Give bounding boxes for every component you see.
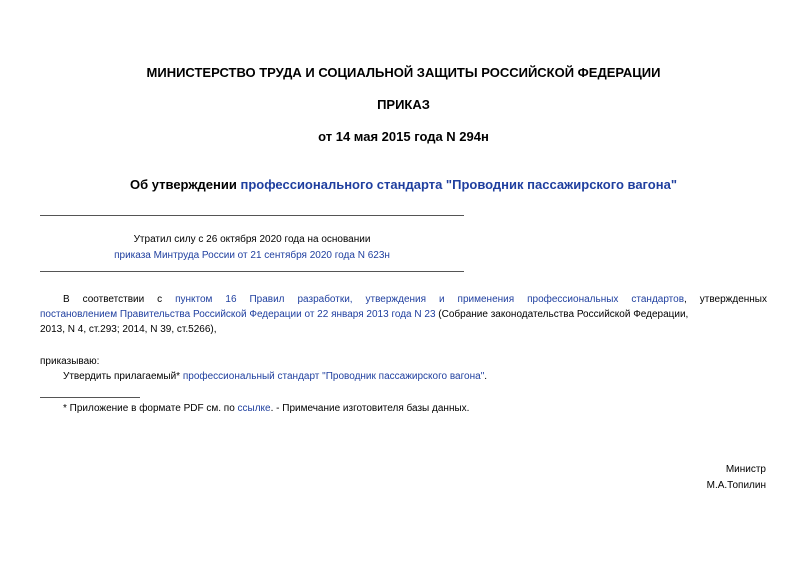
doc-date-number: от 14 мая 2015 года N 294н [318, 129, 489, 144]
rules-link[interactable]: Правил [249, 294, 285, 305]
word: В [63, 294, 70, 305]
status-note-line: Утратил силу с 26 октября 2020 года на основании [133, 234, 371, 245]
rules-link[interactable]: и [439, 294, 445, 305]
rules-link[interactable]: пунктом [175, 294, 213, 305]
word: с [157, 294, 163, 305]
word: соответствии [82, 294, 145, 305]
orders-word: приказываю: [40, 356, 100, 367]
rules-link[interactable]: разработки, [297, 294, 353, 305]
preamble-line-2 [40, 307, 767, 322]
footnote [40, 401, 767, 416]
approve-line [40, 369, 767, 384]
pdf-link[interactable]: ссылке [237, 403, 271, 414]
footnote-suffix: . - Примечание изготовителя базы данных. [270, 403, 470, 414]
standard-link[interactable]: профессионального стандарта "Проводник пассажирского вагона" [240, 177, 677, 192]
collection-reference: (Собрание законодательства Российской Федерации, [435, 309, 689, 320]
rules-link-last: стандартов, утвержденных [631, 294, 767, 305]
approved-standard-link[interactable]: профессиональный стандарт "Проводник пассажирского вагона" [182, 371, 485, 382]
document-title [0, 177, 807, 193]
ministry-heading: МИНИСТЕРСТВО ТРУДА И СОЦИАЛЬНОЙ ЗАЩИТЫ РОССИЙСКОЙ ФЕДЕРАЦИИ [146, 65, 661, 80]
top-divider [40, 215, 464, 216]
signatory-title: Министр [725, 464, 766, 475]
footnote-prefix: * Приложение в формате PDF см. по [63, 403, 238, 414]
footnote-divider [40, 397, 140, 398]
approve-prefix: Утвердить прилагаемый* [63, 371, 183, 382]
repeal-order-link[interactable]: приказа Минтруда России от 21 сентября 2020 года N 623н [114, 250, 390, 261]
preamble-paragraph [40, 292, 767, 337]
rules-link[interactable]: применения [457, 294, 515, 305]
preamble-line-1 [40, 292, 767, 307]
approve-suffix: . [484, 371, 488, 382]
rules-link[interactable]: утверждения [365, 294, 427, 305]
signatory-name: М.А.Топилин [706, 480, 766, 491]
rules-link[interactable]: профессиональных [527, 294, 619, 305]
rules-link[interactable]: 16 [225, 294, 237, 305]
doc-type-heading: ПРИКАЗ [377, 97, 430, 112]
government-decree-link[interactable]: постановлением Правительства Российской Федерации от 22 января 2013 года N 23 [40, 309, 436, 320]
preamble-line-3: 2013, N 4, ст.293; 2014, N 39, ст.5266), [40, 324, 217, 335]
bottom-divider [40, 271, 464, 272]
title-prefix: Об утверждении [130, 177, 241, 192]
